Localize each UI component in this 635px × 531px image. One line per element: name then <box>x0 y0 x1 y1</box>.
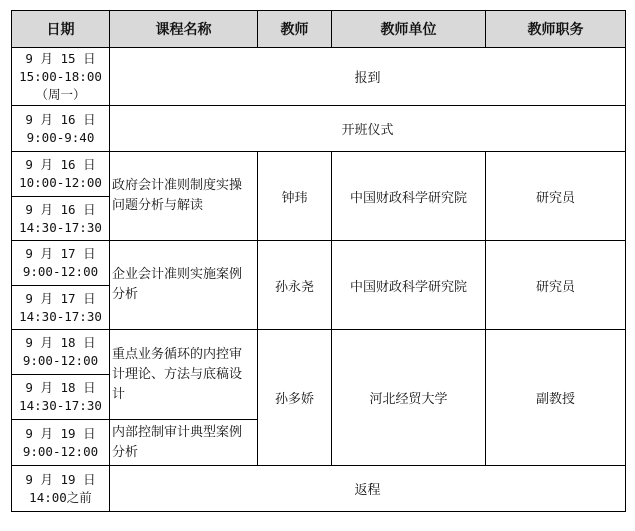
table-row <box>12 330 626 375</box>
date-line: 9 月 16 日 <box>25 111 96 127</box>
header-org: 教师单位 <box>332 11 486 48</box>
org-cell: 中国财政科学研究院 <box>332 241 486 330</box>
date-line: 9 月 19 日 <box>25 425 96 441</box>
table-row <box>12 106 626 152</box>
course-line: 政府会计准则制度实操 <box>112 178 243 193</box>
time-line: 9:00-12:00 <box>22 264 99 279</box>
date-cell <box>12 197 110 241</box>
course-line: 重点业务循环的内控审 <box>112 346 243 362</box>
org-cell: 中国财政科学研究院 <box>332 152 486 241</box>
course-cell <box>110 241 258 330</box>
registration-cell: 报到 <box>110 48 626 106</box>
course-line: 分析 <box>112 287 139 302</box>
time-line: 14:30-17:30 <box>19 308 102 324</box>
date-cell <box>12 106 110 152</box>
date-line: 9 月 19 日 <box>25 471 96 487</box>
date-line: 9 月 18 日 <box>25 335 96 350</box>
time-line: 9:00-12:00 <box>22 353 99 368</box>
time-line: 15:00-18:00 <box>19 68 102 84</box>
date-cell <box>12 420 110 466</box>
header-row <box>12 11 626 48</box>
table-row <box>12 466 626 512</box>
header-title: 教师职务 <box>486 11 626 48</box>
table-row <box>12 152 626 197</box>
course-line: 计 <box>112 386 126 402</box>
date-cell <box>12 375 110 420</box>
date-line: 9 月 17 日 <box>25 246 96 261</box>
table-row <box>12 48 626 106</box>
date-cell <box>12 152 110 197</box>
teacher-cell: 孙多娇 <box>258 330 332 466</box>
return-trip-cell: 返程 <box>110 466 626 512</box>
date-cell <box>12 286 110 330</box>
title-cell: 研究员 <box>486 152 626 241</box>
teacher-cell: 钟玮 <box>258 152 332 241</box>
schedule-table <box>11 10 626 512</box>
course-line: 内部控制审计典型案例 <box>112 424 243 440</box>
header-course: 课程名称 <box>110 11 258 48</box>
course-cell <box>110 152 258 241</box>
course-line: 分析 <box>112 444 139 460</box>
date-line: 9 月 18 日 <box>25 380 96 395</box>
course-cell <box>110 330 258 420</box>
time-line: 14:30-17:30 <box>19 398 102 413</box>
date-cell <box>12 48 110 106</box>
time-line: 14:30-17:30 <box>19 219 102 235</box>
title-cell: 研究员 <box>486 241 626 330</box>
course-cell <box>110 420 258 466</box>
course-line: 问题分析与解读 <box>112 198 204 213</box>
course-line: 计理论、方法与底稿设 <box>112 366 243 382</box>
weekday-line: （周一） <box>35 86 86 102</box>
time-line: 9:00-12:00 <box>22 443 99 459</box>
opening-ceremony-cell: 开班仪式 <box>110 106 626 152</box>
header-date: 日期 <box>12 11 110 48</box>
time-line: 9:00-9:40 <box>26 129 95 145</box>
teacher-cell: 孙永尧 <box>258 241 332 330</box>
header-teacher: 教师 <box>258 11 332 48</box>
date-line: 9 月 17 日 <box>25 290 96 306</box>
table-row <box>12 241 626 286</box>
time-line: 10:00-12:00 <box>19 175 102 190</box>
org-cell: 河北经贸大学 <box>332 330 486 466</box>
date-cell <box>12 241 110 286</box>
date-line: 9 月 15 日 <box>25 50 96 66</box>
date-cell <box>12 466 110 512</box>
date-cell <box>12 330 110 375</box>
course-line: 企业会计准则实施案例 <box>112 267 243 282</box>
date-line: 9 月 16 日 <box>25 157 96 172</box>
title-cell: 副教授 <box>486 330 626 466</box>
time-line: 14:00之前 <box>29 489 92 505</box>
date-line: 9 月 16 日 <box>25 201 96 217</box>
